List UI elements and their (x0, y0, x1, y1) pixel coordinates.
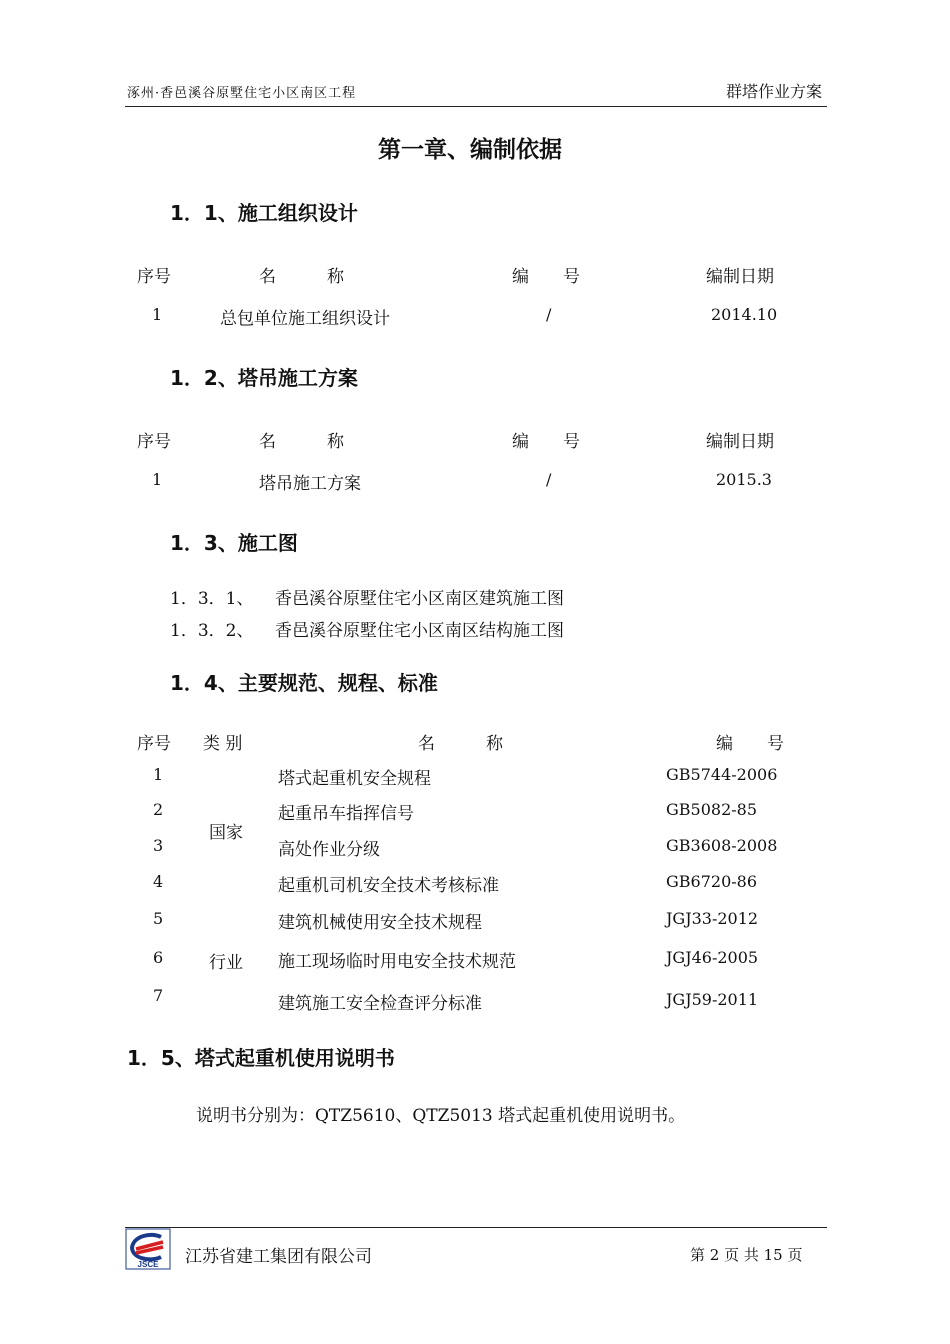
drawing-item-number: 1．3．2、 (170, 621, 254, 641)
table-header-no: 序号 (137, 734, 171, 754)
logo-lettering: JSCE (137, 1260, 159, 1269)
table-row-name: 塔式起重机安全规程 (278, 769, 431, 789)
table-cell-code: / (546, 305, 552, 324)
footer-divider (125, 1227, 827, 1228)
table-row-name: 起重机司机安全技术考核标准 (278, 876, 499, 896)
table-row-no: 5 (153, 909, 164, 928)
table-header-date: 编制日期 (706, 432, 774, 452)
table-cell-code: / (546, 470, 552, 489)
table-header-code: 编 号 (512, 267, 580, 287)
table-row-code: JGJ33-2012 (666, 909, 759, 928)
table-header-code: 编 号 (716, 734, 784, 754)
header-document-type: 群塔作业方案 (726, 82, 823, 101)
header-divider (125, 106, 827, 107)
table-header-name: 名 称 (259, 432, 344, 452)
table-header-no: 序号 (137, 432, 171, 452)
page-number: 第 2 页 共 15 页 (690, 1246, 803, 1264)
table-row-no: 4 (153, 872, 164, 891)
table-header-name: 名 称 (418, 734, 503, 754)
table-row-no: 7 (153, 986, 164, 1005)
chapter-title: 第一章、编制依据 (378, 137, 562, 163)
drawing-item-text: 香邑溪谷原墅住宅小区南区建筑施工图 (275, 589, 564, 609)
company-logo (125, 1228, 171, 1270)
table-row-name: 施工现场临时用电安全技术规范 (278, 952, 516, 972)
section-title-1-3: 1．3、施工图 (170, 531, 298, 555)
table-row-code: JGJ59-2011 (666, 990, 759, 1009)
drawing-item-number: 1．3．1、 (170, 589, 254, 609)
table-cell-date: 2015.3 (716, 470, 772, 489)
table-row-code: JGJ46-2005 (666, 948, 759, 967)
table-row-no: 2 (153, 800, 164, 819)
table-cell-date: 2014.10 (711, 305, 778, 324)
table-row-code: GB3608-2008 (666, 836, 778, 855)
drawing-item-text: 香邑溪谷原墅住宅小区南区结构施工图 (275, 621, 564, 641)
section-title-1-4: 1．4、主要规范、规程、标准 (170, 671, 438, 695)
section-title-1-2: 1．2、塔吊施工方案 (170, 366, 358, 390)
table-row-code: GB5082-85 (666, 800, 758, 819)
table-row-no: 1 (153, 765, 164, 784)
category-industry: 行业 (209, 953, 243, 973)
section-title-1-1: 1．1、施工组织设计 (170, 201, 358, 225)
table-header-date: 编制日期 (706, 267, 774, 287)
table-header-code: 编 号 (512, 432, 580, 452)
table-row-name: 建筑施工安全检查评分标准 (278, 994, 482, 1014)
category-national: 国家 (209, 823, 243, 843)
header-project-name: 涿州·香邑溪谷原墅住宅小区南区工程 (127, 86, 357, 101)
table-cell-name: 总包单位施工组织设计 (220, 309, 390, 329)
table-row-no: 3 (153, 836, 164, 855)
table-cell-no: 1 (152, 305, 163, 324)
manual-description: 说明书分别为：QTZ5610、QTZ5013 塔式起重机使用说明书。 (196, 1106, 686, 1126)
section-title-1-5: 1．5、塔式起重机使用说明书 (127, 1046, 395, 1070)
table-cell-no: 1 (152, 470, 163, 489)
table-row-no: 6 (153, 948, 164, 967)
table-header-no: 序号 (137, 267, 171, 287)
table-header-name: 名 称 (259, 267, 344, 287)
table-row-name: 起重吊车指挥信号 (278, 804, 414, 824)
table-row-code: GB5744-2006 (666, 765, 778, 784)
table-cell-name: 塔吊施工方案 (259, 474, 361, 494)
footer-company-name: 江苏省建工集团有限公司 (185, 1247, 372, 1267)
table-row-name: 高处作业分级 (278, 840, 380, 860)
table-row-code: GB6720-86 (666, 872, 758, 891)
table-row-name: 建筑机械使用安全技术规程 (278, 913, 482, 933)
table-header-category: 类 别 (203, 734, 243, 754)
